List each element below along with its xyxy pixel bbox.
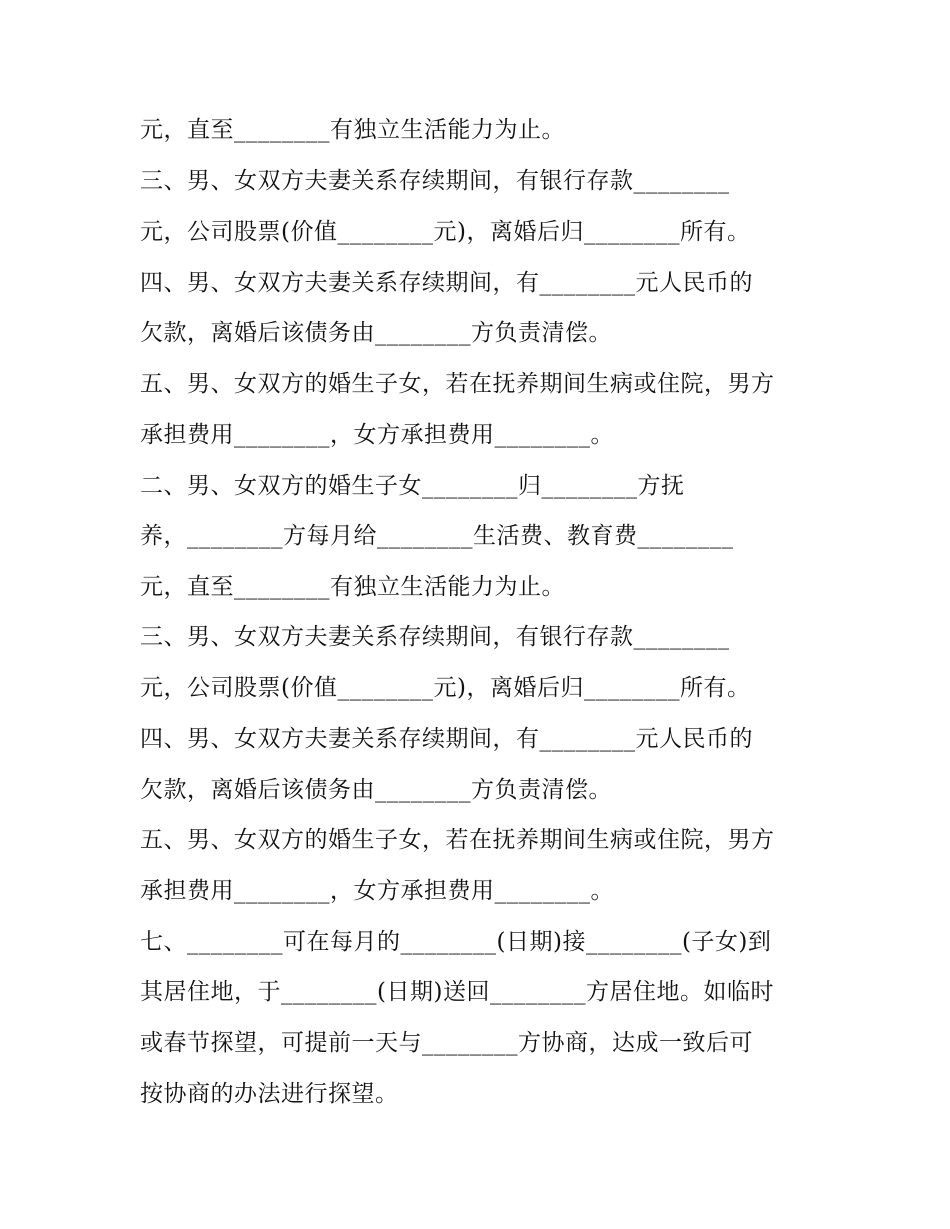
text-line: 欠款，离婚后该债务由________方负责清偿。 bbox=[140, 320, 612, 346]
text-line: 承担费用________，女方承担费用________。 bbox=[140, 878, 614, 904]
text-line: 五、男、女双方的婚生子女，若在抚养期间生病或住院，男方 bbox=[140, 827, 775, 853]
text-line: 养，________方每月给________生活费、教育费________ bbox=[140, 523, 734, 549]
text-line: 元，公司股票(价值________元)，离婚后归________所有。 bbox=[140, 219, 751, 245]
text-line: 元，公司股票(价值________元)，离婚后归________所有。 bbox=[140, 675, 751, 701]
text-line: 承担费用________，女方承担费用________。 bbox=[140, 422, 614, 448]
text-line: 四、男、女双方夫妻关系存续期间，有________元人民币的 bbox=[140, 726, 753, 752]
text-line: 四、男、女双方夫妻关系存续期间，有________元人民币的 bbox=[140, 270, 753, 296]
text-line: 五、男、女双方的婚生子女，若在抚养期间生病或住院，男方 bbox=[140, 371, 775, 397]
text-line: 七、________可在每月的________(日期)接________(子女)到 bbox=[140, 929, 772, 955]
text-line: 元，直至________有独立生活能力为止。 bbox=[140, 117, 565, 143]
text-line: 三、男、女双方夫妻关系存续期间，有银行存款________ bbox=[140, 168, 730, 194]
text-line: 或春节探望，可提前一天与________方协商，达成一致后可 bbox=[140, 1030, 753, 1056]
text-line: 欠款，离婚后该债务由________方负责清偿。 bbox=[140, 777, 612, 803]
text-line: 其居住地，于________(日期)送回________方居住地。如临时 bbox=[140, 979, 774, 1005]
text-line: 三、男、女双方夫妻关系存续期间，有银行存款________ bbox=[140, 624, 730, 650]
text-line: 元，直至________有独立生活能力为止。 bbox=[140, 574, 565, 600]
text-line: 按协商的办法进行探望。 bbox=[140, 1081, 399, 1107]
text-line: 二、男、女双方的婚生子女________归________方抚 bbox=[140, 473, 685, 499]
